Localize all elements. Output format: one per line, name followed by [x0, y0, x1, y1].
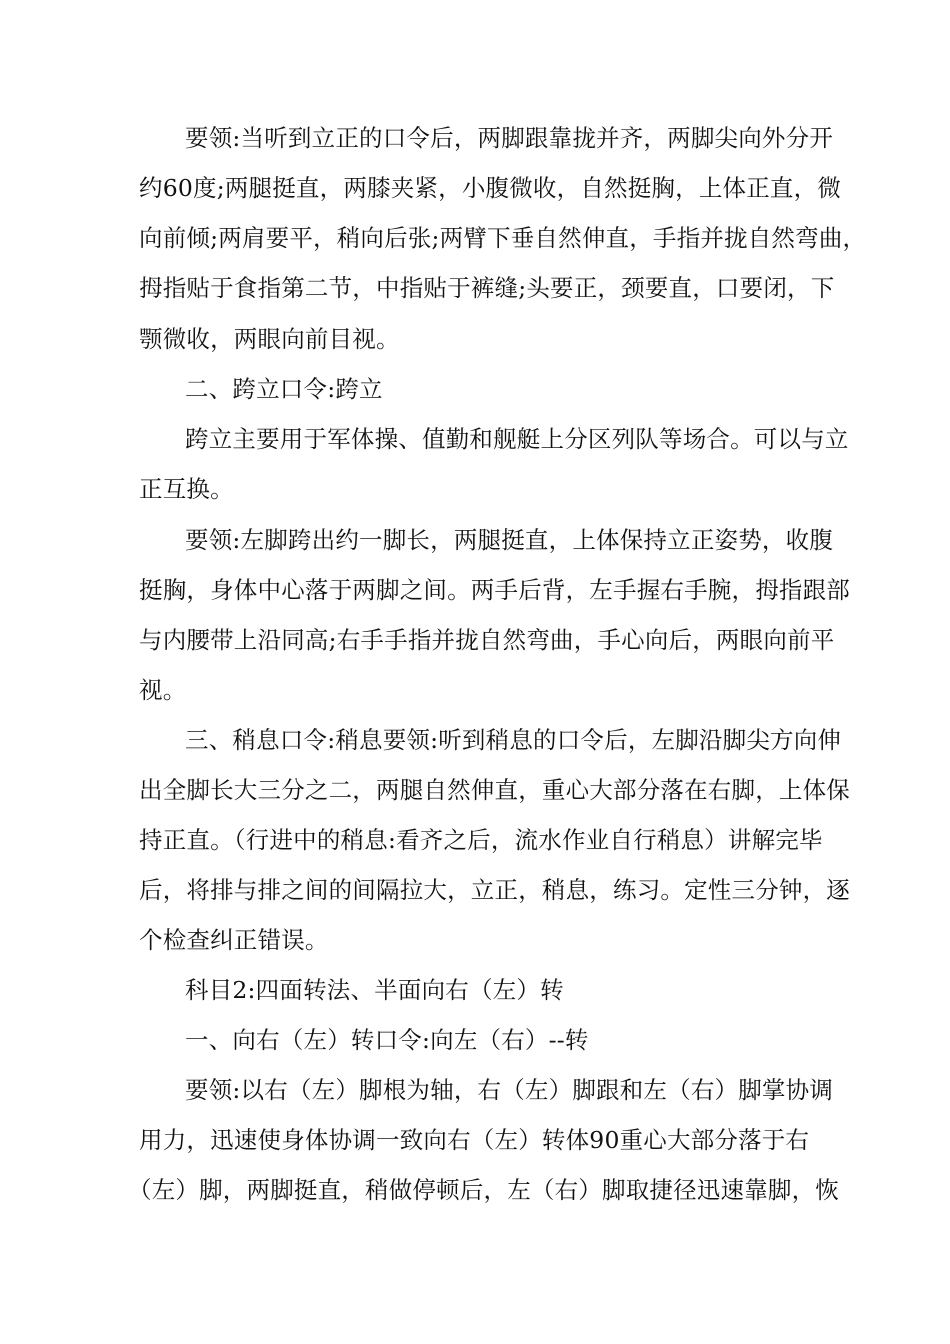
text-line: 视。: [139, 676, 187, 704]
text-line: 正互换。: [139, 475, 234, 503]
text-line: 个检查纠正错误。: [139, 926, 329, 954]
text-line: 出全脚长大三分之二，两腿自然伸直，重心大部分落在右脚，上体保: [139, 776, 850, 804]
text-line: 用力，迅速使身体协调一致向右（左）转体90重心大部分落于右: [139, 1126, 810, 1154]
text-line: 三、稍息口令:稍息要领:听到稍息的口令后，左脚沿脚尖方向伸: [185, 726, 842, 754]
text-line: 要领:以右（左）脚根为轴，右（左）脚跟和左（右）脚掌协调: [185, 1076, 834, 1104]
text-line: 持正直。（行进中的稍息:看齐之后，流水作业自行稍息）讲解完毕: [139, 826, 823, 854]
text-line: （左）脚，两脚挺直，稍做停顿后，左（右）脚取捷径迅速靠脚，恢: [128, 1176, 839, 1204]
section-heading: 一、向右（左）转口令:向左（右）--转: [185, 1026, 589, 1054]
text-line: 要领:当听到立正的口令后，两脚跟靠拢并齐，两脚尖向外分开: [185, 124, 834, 152]
section-heading: 二、跨立口令:跨立: [185, 375, 383, 403]
text-line: 要领:左脚跨出约一脚长，两腿挺直，上体保持立正姿势，收腹: [185, 526, 834, 554]
text-line: 向前倾;两肩要平，稍向后张;两臂下垂自然伸直，手指并拢自然弯曲，: [139, 224, 867, 252]
text-line: 后，将排与排之间的间隔拉大，立正，稍息，练习。定性三分钟，逐: [139, 876, 850, 904]
text-line: 与内腰带上沿同高;右手手指并拢自然弯曲，手心向后，两眼向前平: [139, 626, 835, 654]
text-line: 拇指贴于食指第二节，中指贴于裤缝;头要正，颈要直，口要闭，下: [139, 274, 835, 302]
section-heading: 科目2:四面转法、半面向右（左）转: [185, 976, 564, 1004]
text-line: 约60度;两腿挺直，两膝夹紧，小腹微收，自然挺胸，上体正直，微: [139, 174, 842, 202]
text-line: 颚微收，两眼向前目视。: [139, 325, 400, 353]
text-line: 跨立主要用于军体操、值勤和舰艇上分区列队等场合。可以与立: [185, 425, 849, 453]
text-line: 挺胸，身体中心落于两脚之间。两手后背，左手握右手腕，拇指跟部: [139, 576, 850, 604]
